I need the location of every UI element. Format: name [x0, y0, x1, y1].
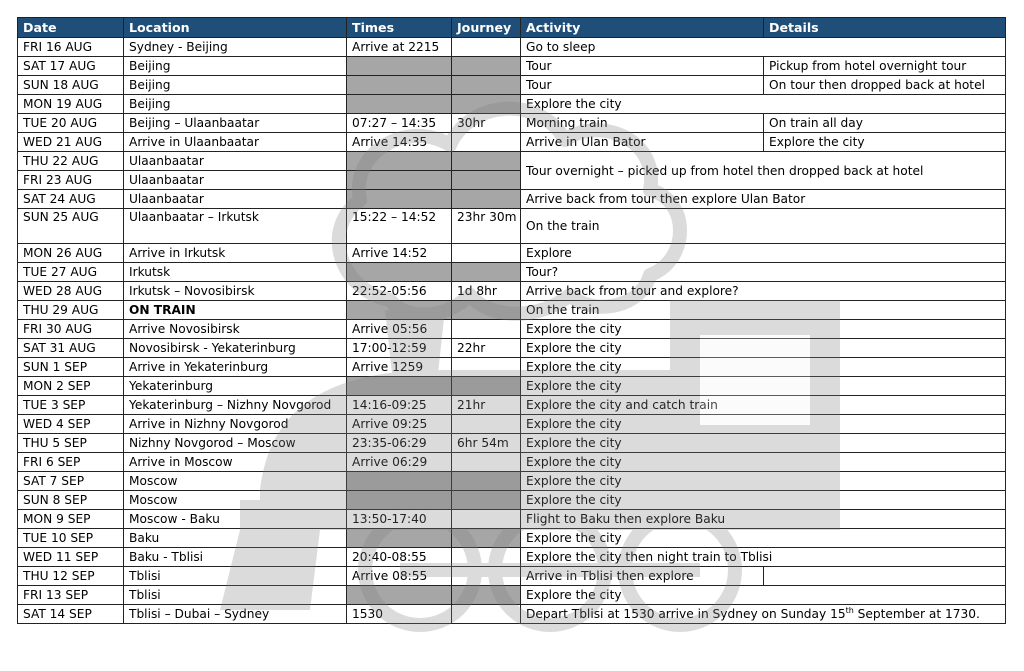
header-times: Times	[347, 18, 452, 38]
final-text-sup: th	[845, 605, 854, 615]
date-cell: WED 11 SEP	[18, 548, 124, 567]
activity-cell: Arrive in Ulan Bator	[521, 133, 764, 152]
table-row	[18, 453, 1006, 472]
location-cell: Tblisi	[124, 567, 347, 586]
journey-cell: 1d 8hr	[452, 282, 521, 301]
activity-cell: Explore the city	[521, 434, 1006, 453]
table-row	[18, 472, 1006, 491]
header-location: Location	[124, 18, 347, 38]
journey-cell	[452, 491, 521, 510]
journey-cell	[452, 263, 521, 282]
location-cell: Arrive in Moscow	[124, 453, 347, 472]
times-cell: Arrive at 2215	[347, 38, 452, 57]
activity-cell: Go to sleep	[521, 38, 1006, 57]
activity-cell: Morning train	[521, 114, 764, 133]
table-row	[18, 301, 1006, 320]
table-row	[18, 209, 1006, 244]
journey-cell	[452, 152, 521, 171]
activity-cell	[521, 605, 1006, 624]
journey-cell	[452, 377, 521, 396]
location-cell: Yekaterinburg	[124, 377, 347, 396]
journey-cell	[452, 453, 521, 472]
journey-cell	[452, 190, 521, 209]
date-cell: SAT 24 AUG	[18, 190, 124, 209]
activity-cell: Arrive back from tour and explore?	[521, 282, 1006, 301]
times-cell: Arrive 08:55	[347, 567, 452, 586]
journey-cell	[452, 95, 521, 114]
details-cell	[764, 567, 1006, 586]
location-cell: Tblisi – Dubai – Sydney	[124, 605, 347, 624]
activity-cell: On the train	[521, 301, 1006, 320]
location-cell: Moscow	[124, 472, 347, 491]
times-cell	[347, 301, 452, 320]
date-cell: THU 22 AUG	[18, 152, 124, 171]
times-cell	[347, 76, 452, 95]
location-cell: Moscow	[124, 491, 347, 510]
table-row	[18, 95, 1006, 114]
table-row	[18, 114, 1006, 133]
journey-cell	[452, 529, 521, 548]
date-cell: SAT 31 AUG	[18, 339, 124, 358]
location-cell: Baku - Tblisi	[124, 548, 347, 567]
details-cell: Explore the city	[764, 133, 1006, 152]
date-cell: SAT 17 AUG	[18, 57, 124, 76]
date-cell: TUE 3 SEP	[18, 396, 124, 415]
activity-cell: Flight to Baku then explore Baku	[521, 510, 1006, 529]
journey-cell: 6hr 54m	[452, 434, 521, 453]
times-cell	[347, 57, 452, 76]
location-cell: Irkutsk – Novosibirsk	[124, 282, 347, 301]
date-cell: MON 2 SEP	[18, 377, 124, 396]
table-row	[18, 491, 1006, 510]
itinerary-table	[17, 17, 1006, 624]
table-row	[18, 263, 1006, 282]
times-cell	[347, 586, 452, 605]
activity-cell: Explore the city	[521, 415, 1006, 434]
date-cell: MON 26 AUG	[18, 244, 124, 263]
date-cell: TUE 20 AUG	[18, 114, 124, 133]
location-cell: Arrive in Irkutsk	[124, 244, 347, 263]
location-cell: Nizhny Novgorod – Moscow	[124, 434, 347, 453]
location-cell: Arrive Novosibirsk	[124, 320, 347, 339]
activity-cell: Explore	[521, 244, 1006, 263]
activity-cell: Explore the city	[521, 472, 1006, 491]
times-cell: Arrive 05:56	[347, 320, 452, 339]
activity-cell: Arrive in Tblisi then explore	[521, 567, 764, 586]
journey-cell	[452, 57, 521, 76]
location-cell: Baku	[124, 529, 347, 548]
location-cell: Ulaanbaatar	[124, 190, 347, 209]
header-row	[18, 18, 1006, 38]
table-row	[18, 396, 1006, 415]
date-cell: FRI 23 AUG	[18, 171, 124, 190]
table-row	[18, 76, 1006, 95]
location-cell: ON TRAIN	[124, 301, 347, 320]
table-row	[18, 190, 1006, 209]
times-cell	[347, 263, 452, 282]
times-cell: 17:00-12:59	[347, 339, 452, 358]
activity-cell: Explore the city and catch train	[521, 396, 1006, 415]
date-cell: FRI 6 SEP	[18, 453, 124, 472]
header-details: Details	[764, 18, 1006, 38]
date-cell: SUN 1 SEP	[18, 358, 124, 377]
activity-cell: Tour	[521, 57, 764, 76]
activity-cell: Explore the city	[521, 377, 1006, 396]
activity-cell: Explore the city	[521, 529, 1006, 548]
table-row	[18, 339, 1006, 358]
times-cell: 20:40-08:55	[347, 548, 452, 567]
date-cell: WED 21 AUG	[18, 133, 124, 152]
header-date: Date	[18, 18, 124, 38]
activity-cell: Explore the city	[521, 358, 1006, 377]
activity-cell: Explore the city then night train to Tblisi	[521, 548, 1006, 567]
date-cell: THU 12 SEP	[18, 567, 124, 586]
activity-cell: Arrive back from tour then explore Ulan Bator	[521, 190, 1006, 209]
activity-cell: Tour overnight – picked up from hotel then dropped back at hotel	[521, 152, 1006, 190]
table-row	[18, 605, 1006, 624]
table-row	[18, 133, 1006, 152]
location-cell: Tblisi	[124, 586, 347, 605]
times-cell	[347, 152, 452, 171]
journey-cell	[452, 244, 521, 263]
date-cell: MON 9 SEP	[18, 510, 124, 529]
table-row	[18, 567, 1006, 586]
table-row	[18, 548, 1006, 567]
date-cell: SUN 18 AUG	[18, 76, 124, 95]
final-text-after: September at 1730.	[853, 607, 980, 621]
location-cell: Moscow - Baku	[124, 510, 347, 529]
times-cell: 07:27 – 14:35	[347, 114, 452, 133]
location-cell: Beijing – Ulaanbaatar	[124, 114, 347, 133]
table-row	[18, 434, 1006, 453]
journey-cell	[452, 567, 521, 586]
journey-cell	[452, 548, 521, 567]
times-cell	[347, 491, 452, 510]
times-cell: Arrive 09:25	[347, 415, 452, 434]
location-cell: Yekaterinburg – Nizhny Novgorod	[124, 396, 347, 415]
journey-cell	[452, 38, 521, 57]
times-cell	[347, 377, 452, 396]
date-cell: WED 28 AUG	[18, 282, 124, 301]
details-cell: On tour then dropped back at hotel	[764, 76, 1006, 95]
table-row	[18, 529, 1006, 548]
activity-cell: Explore the city	[521, 339, 1006, 358]
times-cell: 1530	[347, 605, 452, 624]
times-cell	[347, 95, 452, 114]
times-cell: 13:50-17:40	[347, 510, 452, 529]
date-cell: SUN 25 AUG	[18, 209, 124, 244]
times-cell: 23:35-06:29	[347, 434, 452, 453]
journey-cell: 30hr	[452, 114, 521, 133]
details-cell: On train all day	[764, 114, 1006, 133]
table-row	[18, 244, 1006, 263]
date-cell: WED 4 SEP	[18, 415, 124, 434]
location-cell: Ulaanbaatar	[124, 152, 347, 171]
table-row	[18, 152, 1006, 171]
table-row	[18, 586, 1006, 605]
activity-cell: Tour	[521, 76, 764, 95]
journey-cell: 21hr	[452, 396, 521, 415]
journey-cell	[452, 605, 521, 624]
date-cell: FRI 30 AUG	[18, 320, 124, 339]
header-journey: Journey	[452, 18, 521, 38]
location-cell: Ulaanbaatar – Irkutsk	[124, 209, 347, 244]
times-cell: 22:52-05:56	[347, 282, 452, 301]
table-row	[18, 415, 1006, 434]
table-row	[18, 38, 1006, 57]
table-row	[18, 57, 1006, 76]
table-row	[18, 358, 1006, 377]
header-activity: Activity	[521, 18, 764, 38]
location-cell: Sydney - Beijing	[124, 38, 347, 57]
activity-cell: Explore the city	[521, 586, 1006, 605]
times-cell: 14:16-09:25	[347, 396, 452, 415]
date-cell: SAT 7 SEP	[18, 472, 124, 491]
journey-cell	[452, 472, 521, 491]
date-cell: FRI 13 SEP	[18, 586, 124, 605]
journey-cell	[452, 133, 521, 152]
journey-cell	[452, 415, 521, 434]
table-row	[18, 377, 1006, 396]
date-cell: MON 19 AUG	[18, 95, 124, 114]
date-cell: TUE 10 SEP	[18, 529, 124, 548]
table-row	[18, 320, 1006, 339]
location-cell: Beijing	[124, 57, 347, 76]
activity-cell: On the train	[521, 209, 1006, 244]
location-cell: Arrive in Yekaterinburg	[124, 358, 347, 377]
times-cell: Arrive 06:29	[347, 453, 452, 472]
activity-cell: Explore the city	[521, 95, 1006, 114]
journey-cell	[452, 510, 521, 529]
date-cell: SAT 14 SEP	[18, 605, 124, 624]
activity-cell: Explore the city	[521, 320, 1006, 339]
activity-cell: Explore the city	[521, 453, 1006, 472]
location-cell: Beijing	[124, 76, 347, 95]
times-cell: Arrive 14:35	[347, 133, 452, 152]
journey-cell	[452, 171, 521, 190]
date-cell: FRI 16 AUG	[18, 38, 124, 57]
date-cell: TUE 27 AUG	[18, 263, 124, 282]
times-cell	[347, 190, 452, 209]
date-cell: THU 29 AUG	[18, 301, 124, 320]
times-cell: Arrive 1259	[347, 358, 452, 377]
journey-cell	[452, 586, 521, 605]
times-cell	[347, 171, 452, 190]
location-cell: Arrive in Nizhny Novgorod	[124, 415, 347, 434]
location-cell: Ulaanbaatar	[124, 171, 347, 190]
activity-cell: Tour?	[521, 263, 1006, 282]
location-cell: Irkutsk	[124, 263, 347, 282]
times-cell: 15:22 – 14:52	[347, 209, 452, 244]
times-cell	[347, 529, 452, 548]
times-cell: Arrive 14:52	[347, 244, 452, 263]
location-cell: Novosibirsk - Yekaterinburg	[124, 339, 347, 358]
location-cell: Beijing	[124, 95, 347, 114]
date-cell: THU 5 SEP	[18, 434, 124, 453]
journey-cell: 22hr	[452, 339, 521, 358]
table-row	[18, 510, 1006, 529]
times-cell	[347, 472, 452, 491]
table-row	[18, 282, 1006, 301]
date-cell: SUN 8 SEP	[18, 491, 124, 510]
journey-cell: 23hr 30m	[452, 209, 521, 244]
activity-cell: Explore the city	[521, 491, 1006, 510]
journey-cell	[452, 301, 521, 320]
journey-cell	[452, 358, 521, 377]
journey-cell	[452, 76, 521, 95]
location-cell: Arrive in Ulaanbaatar	[124, 133, 347, 152]
journey-cell	[452, 320, 521, 339]
details-cell: Pickup from hotel overnight tour	[764, 57, 1006, 76]
final-text-before: Depart Tblisi at 1530 arrive in Sydney on Sunday 15	[526, 607, 846, 621]
